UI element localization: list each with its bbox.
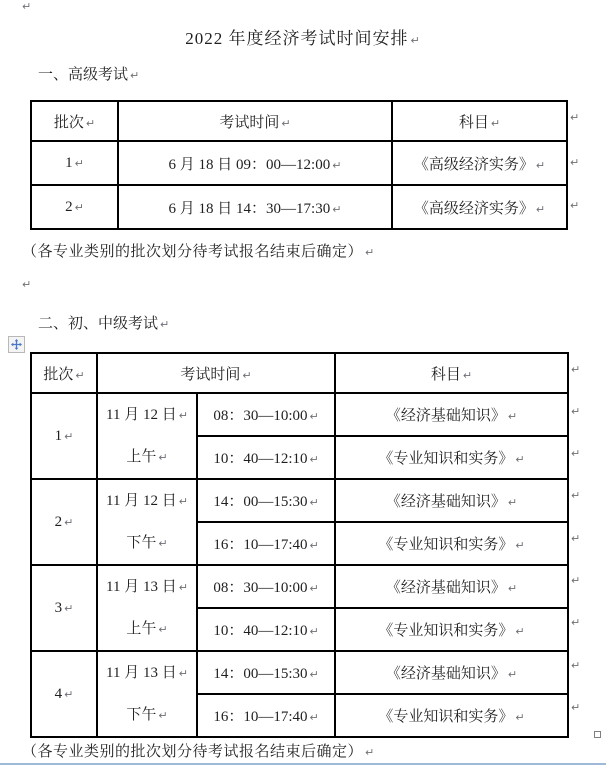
time-cell xyxy=(197,608,335,651)
time-cell xyxy=(118,141,392,185)
header-cell-time xyxy=(97,353,335,393)
batch-cell xyxy=(31,393,97,479)
paragraph-mark-icon: ↵ xyxy=(365,246,375,259)
paragraph-mark-icon: ↵ xyxy=(332,158,342,172)
batch-value: 1 xyxy=(54,427,63,444)
time-cell xyxy=(197,565,335,608)
table-row xyxy=(31,479,568,522)
date-cell xyxy=(97,393,197,479)
subject-cell xyxy=(335,436,568,479)
paragraph-mark-icon: ↵ xyxy=(571,489,581,502)
paragraph-mark-icon: ↵ xyxy=(74,200,84,214)
period-value: 上午 xyxy=(126,449,157,465)
batch-value: 2 xyxy=(65,198,73,215)
time-value: 14：00—15:30 xyxy=(213,494,308,510)
date-line xyxy=(98,652,196,694)
advanced-exam-table xyxy=(30,100,568,230)
time-value: 14：00—15:30 xyxy=(213,666,308,682)
date-line xyxy=(98,480,196,522)
section1-heading-text: 一、高级考试 xyxy=(38,67,129,83)
batch-cell xyxy=(31,185,118,229)
time-value: 10：40—12:10 xyxy=(213,623,308,639)
paragraph-mark-icon: ↵ xyxy=(309,496,319,509)
subject-cell xyxy=(335,608,568,651)
paragraph-mark-icon: ↵ xyxy=(309,539,319,552)
paragraph-mark-icon: ↵ xyxy=(64,601,74,615)
header-batch-label: 批次 xyxy=(53,114,84,131)
subject-cell xyxy=(392,141,567,185)
date-value: 11 月 12 日 xyxy=(106,493,177,509)
paragraph-mark-icon: ↵ xyxy=(507,668,518,681)
batch-cell xyxy=(31,141,118,185)
date-cell xyxy=(97,479,197,565)
header-time-label: 考试时间 xyxy=(180,366,241,383)
table-row xyxy=(31,651,568,694)
paragraph-mark-icon: ↵ xyxy=(158,623,168,636)
batch-value: 3 xyxy=(54,599,63,616)
time-value: 08：30—10:00 xyxy=(213,408,308,424)
subject-value: 《专业知识和实务》 xyxy=(378,451,514,467)
batch-value: 1 xyxy=(65,154,73,171)
subject-cell xyxy=(335,522,568,565)
paragraph-mark-icon: ↵ xyxy=(507,410,518,423)
subject-value: 《高级经济实务》 xyxy=(413,200,534,217)
subject-cell xyxy=(335,393,568,436)
paragraph-mark-icon: ↵ xyxy=(242,368,252,382)
paragraph-mark-icon: ↵ xyxy=(309,668,319,681)
period-value: 下午 xyxy=(126,707,157,723)
paragraph-mark-icon: ↵ xyxy=(178,495,188,508)
paragraph-mark-icon: ↵ xyxy=(22,278,32,291)
table-move-handle[interactable] xyxy=(8,336,25,353)
document-title xyxy=(0,24,606,49)
date-line xyxy=(98,566,196,608)
paragraph-mark-icon: ↵ xyxy=(130,69,140,82)
subject-cell xyxy=(335,694,568,737)
paragraph-mark-icon: ↵ xyxy=(571,447,581,460)
table-row xyxy=(31,393,568,436)
period-line xyxy=(98,608,196,650)
section2-heading-text: 二、初、中级考试 xyxy=(38,316,159,332)
paragraph-mark-icon: ↵ xyxy=(570,156,580,169)
table-header-row xyxy=(31,353,568,393)
period-value: 下午 xyxy=(126,535,157,551)
period-line xyxy=(98,694,196,736)
date-cell xyxy=(97,565,197,651)
section1-note-text: （各专业类别的批次划分待考试报名结束后确定） xyxy=(22,244,364,260)
table-resize-handle[interactable] xyxy=(594,731,601,738)
paragraph-mark-icon: ↵ xyxy=(515,625,525,638)
subject-cell xyxy=(335,479,568,522)
time-value: 6 月 18 日 14：30—17:30 xyxy=(168,200,331,217)
batch-value: 4 xyxy=(54,685,63,702)
paragraph-mark-icon: ↵ xyxy=(75,368,85,382)
section2-heading xyxy=(38,312,169,333)
window-edge-line xyxy=(0,763,606,765)
time-value: 10：40—12:10 xyxy=(213,451,308,467)
paragraph-mark-icon: ↵ xyxy=(515,711,525,724)
junior-intermediate-exam-table xyxy=(30,352,569,738)
paragraph-mark-icon: ↵ xyxy=(570,111,580,124)
paragraph-mark-icon: ↵ xyxy=(535,158,546,172)
time-cell xyxy=(197,522,335,565)
time-value: 08：30—10:00 xyxy=(213,580,308,596)
batch-value: 2 xyxy=(54,513,63,530)
paragraph-mark-icon: ↵ xyxy=(571,405,581,418)
paragraph-mark-icon: ↵ xyxy=(571,574,581,587)
time-cell xyxy=(197,694,335,737)
paragraph-mark-icon: ↵ xyxy=(281,116,291,130)
batch-cell xyxy=(31,565,97,651)
paragraph-mark-icon: ↵ xyxy=(462,368,473,382)
subject-value: 《经济基础知识》 xyxy=(385,408,506,424)
header-cell-batch xyxy=(31,101,118,141)
table-header-row xyxy=(31,101,567,141)
header-cell-batch xyxy=(31,353,97,393)
time-cell xyxy=(197,436,335,479)
paragraph-mark-icon: ↵ xyxy=(178,581,188,594)
period-value: 上午 xyxy=(126,621,157,637)
batch-cell xyxy=(31,651,97,737)
table-row xyxy=(31,565,568,608)
table-row xyxy=(31,185,567,229)
time-value: 16：10—17:40 xyxy=(213,537,308,553)
header-cell-subject xyxy=(392,101,567,141)
paragraph-mark-icon: ↵ xyxy=(507,582,518,595)
date-value: 11 月 13 日 xyxy=(106,579,177,595)
paragraph-mark-icon: ↵ xyxy=(74,156,84,170)
paragraph-mark-icon: ↵ xyxy=(64,515,74,529)
subject-cell xyxy=(392,185,567,229)
section1-note xyxy=(22,240,375,261)
time-value: 6 月 18 日 09：00—12:00 xyxy=(168,156,331,173)
paragraph-mark-icon: ↵ xyxy=(571,701,581,714)
subject-cell xyxy=(335,651,568,694)
header-batch-label: 批次 xyxy=(43,366,74,383)
section1-heading xyxy=(38,63,139,84)
subject-value: 《专业知识和实务》 xyxy=(378,709,514,725)
paragraph-mark-icon: ↵ xyxy=(507,496,518,509)
paragraph-mark-icon: ↵ xyxy=(309,625,319,638)
paragraph-mark-icon: ↵ xyxy=(160,318,170,331)
paragraph-mark-icon: ↵ xyxy=(309,582,319,595)
subject-value: 《经济基础知识》 xyxy=(385,666,506,682)
date-line xyxy=(98,394,196,436)
header-subject-label: 科目 xyxy=(458,114,489,131)
paragraph-mark-icon: ↵ xyxy=(490,116,501,130)
table-row xyxy=(31,141,567,185)
paragraph-mark-icon: ↵ xyxy=(332,202,342,216)
subject-value: 《经济基础知识》 xyxy=(385,580,506,596)
paragraph-mark-icon: ↵ xyxy=(178,409,188,422)
paragraph-mark-icon: ↵ xyxy=(309,711,319,724)
paragraph-mark-icon: ↵ xyxy=(571,659,581,672)
paragraph-mark-icon: ↵ xyxy=(158,709,168,722)
time-value: 16：10—17:40 xyxy=(213,709,308,725)
header-time-label: 考试时间 xyxy=(219,114,280,131)
paragraph-mark-icon: ↵ xyxy=(570,199,580,212)
subject-value: 《经济基础知识》 xyxy=(385,494,506,510)
section2-note xyxy=(22,740,375,761)
paragraph-mark-icon: ↵ xyxy=(410,34,421,47)
date-value: 11 月 12 日 xyxy=(106,407,177,423)
time-cell xyxy=(197,393,335,436)
paragraph-mark-icon: ↵ xyxy=(64,429,74,443)
paragraph-mark-icon: ↵ xyxy=(309,453,319,466)
subject-value: 《专业知识和实务》 xyxy=(378,623,514,639)
paragraph-mark-icon: ↵ xyxy=(571,532,581,545)
paragraph-mark-icon: ↵ xyxy=(309,410,319,423)
paragraph-mark-icon: ↵ xyxy=(22,0,32,13)
paragraph-mark-icon: ↵ xyxy=(571,616,581,629)
paragraph-mark-icon: ↵ xyxy=(64,687,74,701)
paragraph-mark-icon: ↵ xyxy=(178,667,188,680)
header-cell-subject xyxy=(335,353,568,393)
paragraph-mark-icon: ↵ xyxy=(515,539,525,552)
time-cell xyxy=(197,479,335,522)
subject-cell xyxy=(335,565,568,608)
document-title-text: 2022 年度经济考试时间安排 xyxy=(185,29,409,48)
section2-note-text: （各专业类别的批次划分待考试报名结束后确定） xyxy=(22,744,364,760)
period-line xyxy=(98,436,196,478)
date-cell xyxy=(97,651,197,737)
move-arrows-icon xyxy=(11,339,22,350)
header-cell-time xyxy=(118,101,392,141)
paragraph-mark-icon: ↵ xyxy=(535,202,546,216)
time-cell xyxy=(118,185,392,229)
paragraph-mark-icon: ↵ xyxy=(158,451,168,464)
paragraph-mark-icon: ↵ xyxy=(515,453,525,466)
batch-cell xyxy=(31,479,97,565)
date-value: 11 月 13 日 xyxy=(106,665,177,681)
paragraph-mark-icon: ↵ xyxy=(85,116,96,130)
subject-value: 《专业知识和实务》 xyxy=(378,537,514,553)
subject-value: 《高级经济实务》 xyxy=(413,156,534,173)
paragraph-mark-icon: ↵ xyxy=(365,746,375,759)
paragraph-mark-icon: ↵ xyxy=(571,363,581,376)
period-line xyxy=(98,522,196,564)
header-subject-label: 科目 xyxy=(430,366,461,383)
paragraph-mark-icon: ↵ xyxy=(158,537,168,550)
time-cell xyxy=(197,651,335,694)
